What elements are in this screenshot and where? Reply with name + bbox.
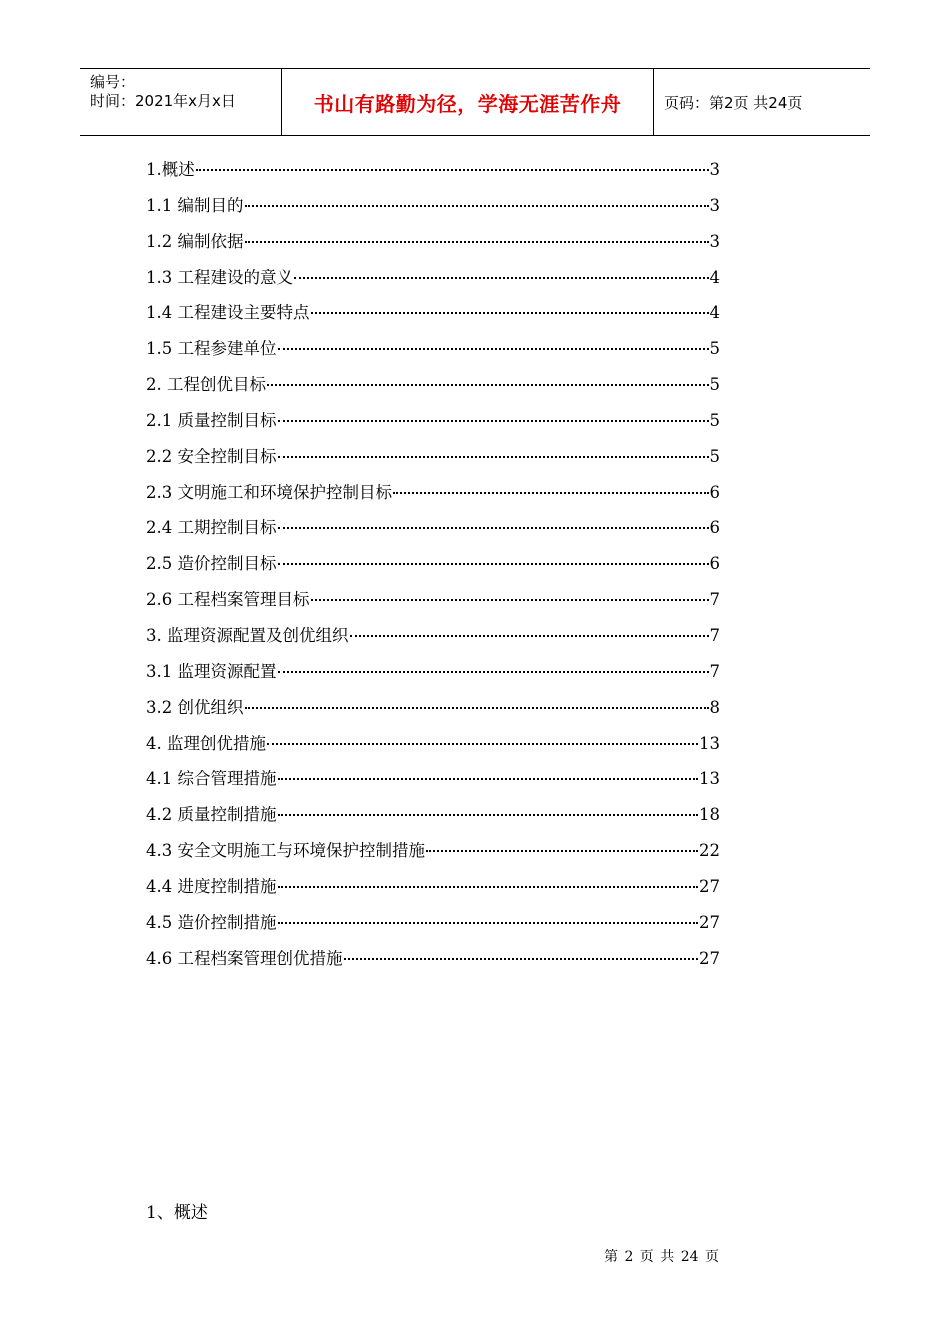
toc-entry[interactable] (146, 909, 720, 945)
toc-entry-title: 2.2 安全控制目标 (146, 446, 277, 466)
toc-dot-leader (278, 814, 699, 816)
toc-dot-leader (393, 492, 709, 494)
toc-entry-page: 3 (709, 231, 720, 251)
toc-entry[interactable] (146, 407, 720, 443)
toc-entry[interactable] (146, 228, 720, 264)
toc-entry-title: 4.3 安全文明施工与环境保护控制措施 (146, 841, 425, 861)
toc-entry-title: 4.4 进度控制措施 (146, 876, 277, 896)
table-of-contents (146, 156, 720, 980)
toc-entry-page: 4 (709, 267, 720, 287)
document-date: 时间：2021年x月x日 (90, 92, 236, 110)
toc-entry[interactable] (146, 586, 720, 622)
toc-entry-page: 27 (699, 948, 720, 968)
toc-dot-leader (278, 886, 699, 888)
toc-entry[interactable] (146, 335, 720, 371)
toc-entry[interactable] (146, 443, 720, 479)
page-header (80, 68, 870, 136)
toc-dot-leader (278, 922, 699, 924)
toc-dot-leader (278, 420, 709, 422)
header-meta (80, 69, 282, 135)
toc-entry-page: 7 (709, 625, 720, 645)
toc-entry[interactable] (146, 479, 720, 515)
toc-dot-leader (267, 743, 698, 745)
toc-entry[interactable] (146, 945, 720, 981)
toc-entry-page: 5 (709, 446, 720, 466)
toc-entry-page: 13 (699, 733, 720, 753)
toc-entry-page: 3 (709, 160, 720, 179)
toc-entry-title: 4.2 质量控制措施 (146, 805, 277, 825)
toc-entry-title: 2.4 工期控制目标 (146, 518, 277, 538)
toc-entry-title: 1.1 编制目的 (146, 195, 244, 215)
toc-entry-page: 7 (709, 661, 720, 681)
toc-entry-page: 4 (709, 303, 720, 323)
toc-entry-title: 4.1 综合管理措施 (146, 769, 277, 789)
toc-entry-page: 3 (709, 195, 720, 215)
toc-entry-title: 2.5 造价控制目标 (146, 554, 277, 574)
toc-dot-leader (278, 456, 709, 458)
toc-dot-leader (344, 958, 699, 960)
toc-entry-page: 8 (709, 697, 720, 717)
toc-entry[interactable] (146, 801, 720, 837)
toc-entry-title: 3.1 监理资源配置 (146, 661, 277, 681)
toc-entry[interactable] (146, 192, 720, 228)
header-motto-cell (282, 69, 654, 135)
toc-dot-leader (350, 635, 709, 637)
toc-entry-page: 22 (699, 841, 720, 861)
toc-entry-page: 27 (699, 912, 720, 932)
toc-entry-title: 1.5 工程参建单位 (146, 339, 277, 359)
toc-dot-leader (278, 563, 709, 565)
toc-entry-page: 5 (709, 339, 720, 359)
toc-entry-page: 6 (709, 518, 720, 538)
toc-entry-title: 2.6 工程档案管理目标 (146, 590, 310, 610)
toc-dot-leader (294, 277, 709, 279)
toc-entry[interactable] (146, 264, 720, 300)
toc-entry-page: 5 (709, 375, 720, 395)
toc-dot-leader (196, 169, 709, 171)
toc-entry-title: 3. 监理资源配置及创优组织 (146, 625, 349, 645)
toc-dot-leader (278, 348, 709, 350)
toc-dot-leader (278, 778, 699, 780)
toc-entry-title: 4. 监理创优措施 (146, 733, 266, 753)
toc-dot-leader (245, 241, 709, 243)
document-number-label: 编号： (90, 73, 136, 91)
toc-entry[interactable] (146, 514, 720, 550)
section-heading: 1、概述 (146, 1203, 208, 1223)
toc-entry-page: 5 (709, 410, 720, 430)
toc-dot-leader (245, 707, 709, 709)
page-footer: 第 2 页 共 24 页 (604, 1249, 719, 1265)
toc-entry-page: 27 (699, 876, 720, 896)
toc-entry[interactable] (146, 371, 720, 407)
toc-entry-title: 2.1 质量控制目标 (146, 410, 277, 430)
header-page-info: 页码：第2页 共24页 (664, 93, 803, 112)
toc-entry[interactable] (146, 837, 720, 873)
toc-entry-title: 1.概述 (146, 160, 195, 179)
toc-entry[interactable] (146, 622, 720, 658)
toc-entry-title: 1.3 工程建设的意义 (146, 267, 293, 287)
toc-dot-leader (426, 850, 698, 852)
toc-entry-title: 1.4 工程建设主要特点 (146, 303, 310, 323)
toc-entry-title: 2. 工程创优目标 (146, 375, 266, 395)
toc-entry[interactable] (146, 694, 720, 730)
toc-entry-page: 6 (709, 482, 720, 502)
toc-entry-page: 6 (709, 554, 720, 574)
toc-dot-leader (311, 599, 709, 601)
toc-entry-title: 3.2 创优组织 (146, 697, 244, 717)
toc-dot-leader (278, 527, 709, 529)
toc-entry[interactable] (146, 658, 720, 694)
toc-entry-title: 1.2 编制依据 (146, 231, 244, 251)
toc-entry-page: 7 (709, 590, 720, 610)
toc-entry[interactable] (146, 873, 720, 909)
header-motto: 书山有路勤为径，学海无涯苦作舟 (313, 91, 622, 116)
toc-entry[interactable] (146, 550, 720, 586)
toc-dot-leader (278, 671, 709, 673)
toc-entry[interactable] (146, 299, 720, 335)
toc-entry-page: 18 (699, 805, 720, 825)
toc-entry-title: 2.3 文明施工和环境保护控制目标 (146, 482, 392, 502)
toc-entry-page: 13 (699, 769, 720, 789)
toc-entry[interactable] (146, 730, 720, 766)
toc-dot-leader (311, 312, 709, 314)
toc-entry[interactable] (146, 156, 720, 192)
toc-entry-title: 4.6 工程档案管理创优措施 (146, 948, 343, 968)
toc-dot-leader (267, 384, 709, 386)
toc-entry-title: 4.5 造价控制措施 (146, 912, 277, 932)
toc-entry[interactable] (146, 765, 720, 801)
toc-dot-leader (245, 205, 709, 207)
